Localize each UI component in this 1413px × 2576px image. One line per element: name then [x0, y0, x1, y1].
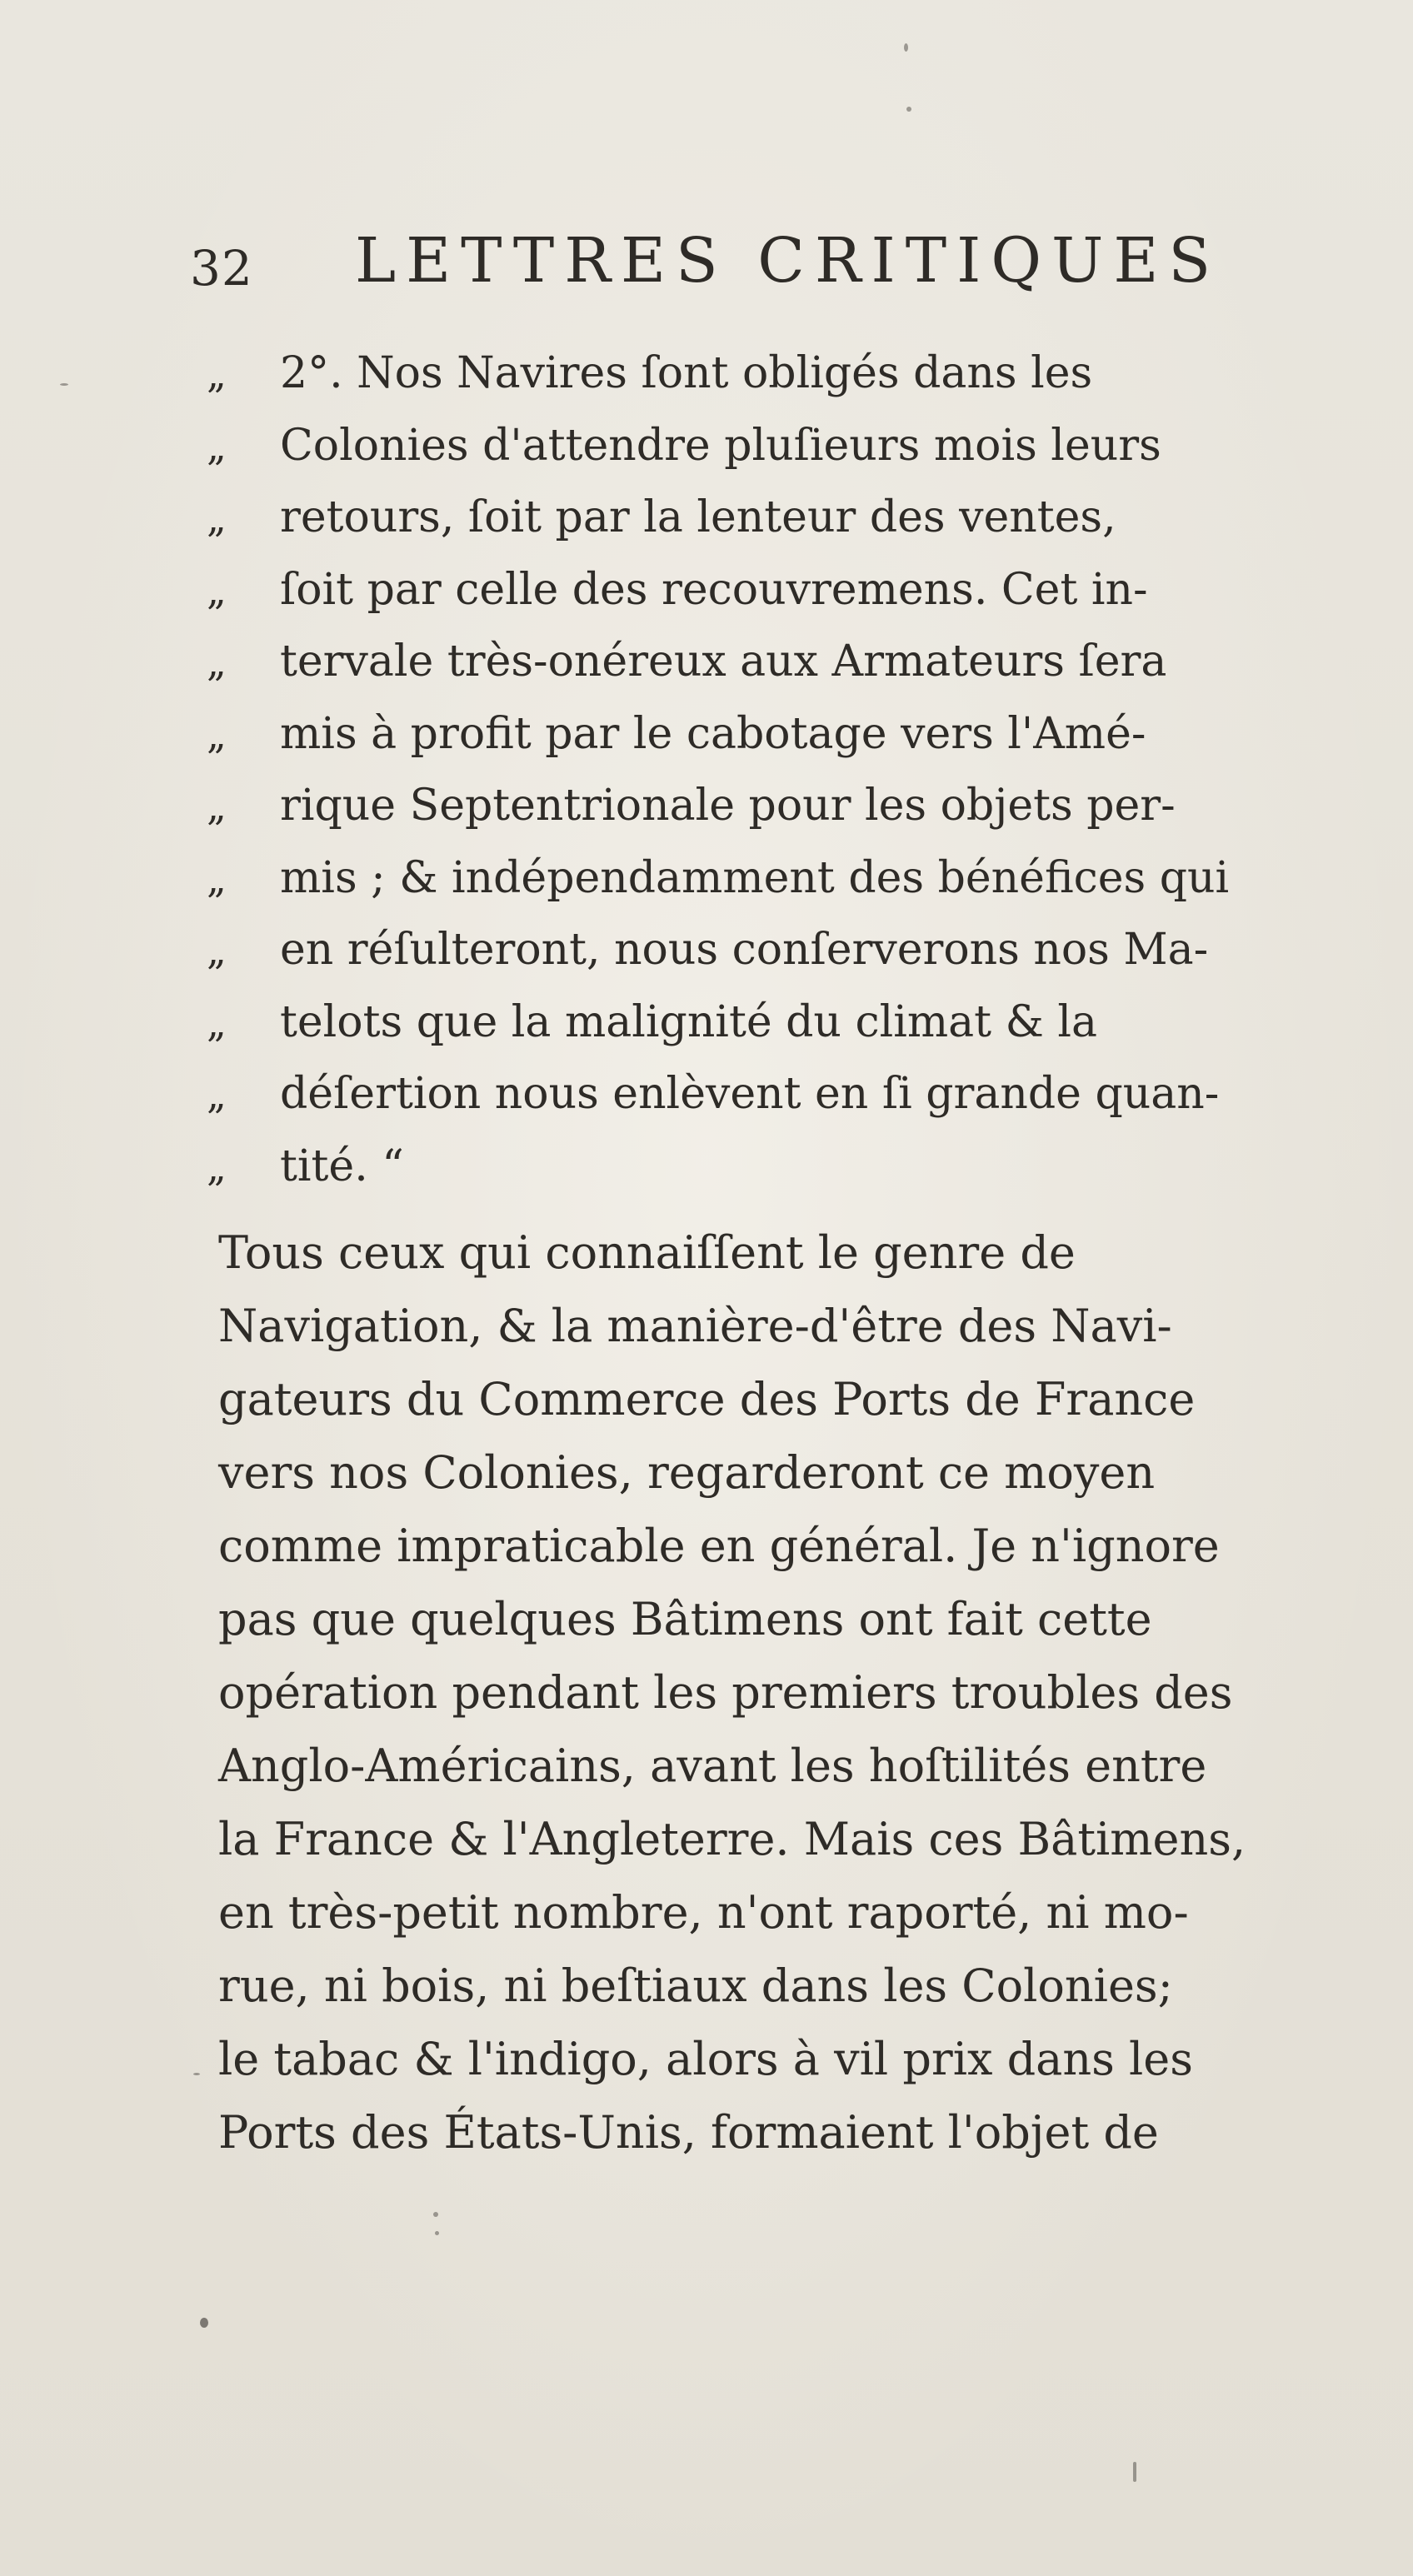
quote-mark: „	[207, 1144, 227, 1190]
quote-mark: „	[207, 1072, 227, 1117]
paragraph-line: vers nos Colonies, regarderont ce moyen	[218, 1446, 1156, 1499]
quote-line	[207, 698, 1340, 771]
quote-line	[207, 1058, 1340, 1131]
quote-line	[207, 482, 1340, 554]
paragraph-line: pas que quelques Bâtimens ont fait cette	[218, 1593, 1152, 1645]
paragraph-line: comme impraticable en général. Je n'ignore	[218, 1520, 1220, 1572]
quote-line-text: ſoit par celle des recouvremens. Cet in-	[280, 564, 1148, 615]
quote-mark: „	[207, 640, 227, 685]
quote-mark: „	[207, 928, 227, 973]
quote-line	[207, 626, 1340, 698]
quote-line	[207, 770, 1340, 842]
quote-mark: „	[207, 784, 227, 829]
paragraph-line: Tous ceux qui connaiſſent le genre de	[218, 1226, 1076, 1279]
quote-line-text: tervale très-onéreux aux Armateurs ſera	[280, 637, 1167, 686]
paragraph-line: Navigation, & la manière-d'être des Navi-	[218, 1300, 1172, 1352]
quote-line-text: Colonies d'attendre pluſieurs mois leurs	[280, 420, 1161, 471]
quote-mark: „	[207, 352, 227, 397]
quote-line-text: rique Septentrionale pour les objets per-	[280, 781, 1176, 831]
page-number: 32	[190, 240, 253, 297]
quote-line	[207, 842, 1340, 915]
paragraph-line: Ports des États-Unis, formaient l'objet de	[218, 2106, 1159, 2159]
quote-mark: „	[207, 567, 227, 613]
paragraph-line: le tabac & l'indigo, alors à vil prix dans les	[218, 2033, 1193, 2085]
paragraph-line: en très-petit nombre, n'ont raporté, ni mo-	[218, 1886, 1189, 1939]
paragraph-line: la France & l'Angleterre. Mais ces Bâtimens,	[218, 1813, 1246, 1865]
quote-line	[207, 1131, 1340, 1203]
quote-line-text: telots que la malignité du climat & la	[280, 996, 1098, 1047]
running-title: LETTRES CRITIQUES	[355, 225, 1221, 297]
quote-line-text: mis ; & indépendamment des bénéfices qui	[280, 852, 1230, 903]
quote-line-text: tité. “	[280, 1141, 404, 1191]
quote-line-text: en réſulteront, nous conſerverons nos Ma-	[280, 925, 1209, 975]
quote-line	[207, 337, 1340, 410]
quote-line-text: 2°. Nos Navires ſont obligés dans les	[280, 348, 1093, 398]
quote-mark: „	[207, 423, 227, 469]
quote-line-text: mis à profit par le cabotage vers l'Amé-	[280, 708, 1146, 759]
paragraph-line: rue, ni bois, ni beſtiaux dans les Colonies;	[218, 1959, 1173, 2012]
quote-line	[207, 914, 1340, 986]
quote-line-text: déſertion nous enlèvent en ſi grande quan-	[280, 1069, 1220, 1119]
quote-line	[207, 554, 1340, 627]
quote-line	[207, 986, 1340, 1059]
quote-mark: „	[207, 856, 227, 901]
quoted-passage	[207, 337, 1340, 1202]
quote-mark: „	[207, 496, 227, 541]
quote-mark: „	[207, 711, 227, 757]
quote-mark: „	[207, 1000, 227, 1046]
paragraph-line: opération pendant les premiers troubles des	[218, 1666, 1233, 1719]
paragraph-line: gateurs du Commerce des Ports de France	[218, 1373, 1196, 1425]
page-header	[190, 225, 1240, 317]
quote-line	[207, 410, 1340, 482]
quote-line-text: retours, ſoit par la lenteur des ventes,	[280, 492, 1116, 542]
paragraph-line: Anglo-Américains, avant les hoſtilités entre	[218, 1740, 1207, 1792]
body-paragraph	[218, 1216, 1335, 2169]
